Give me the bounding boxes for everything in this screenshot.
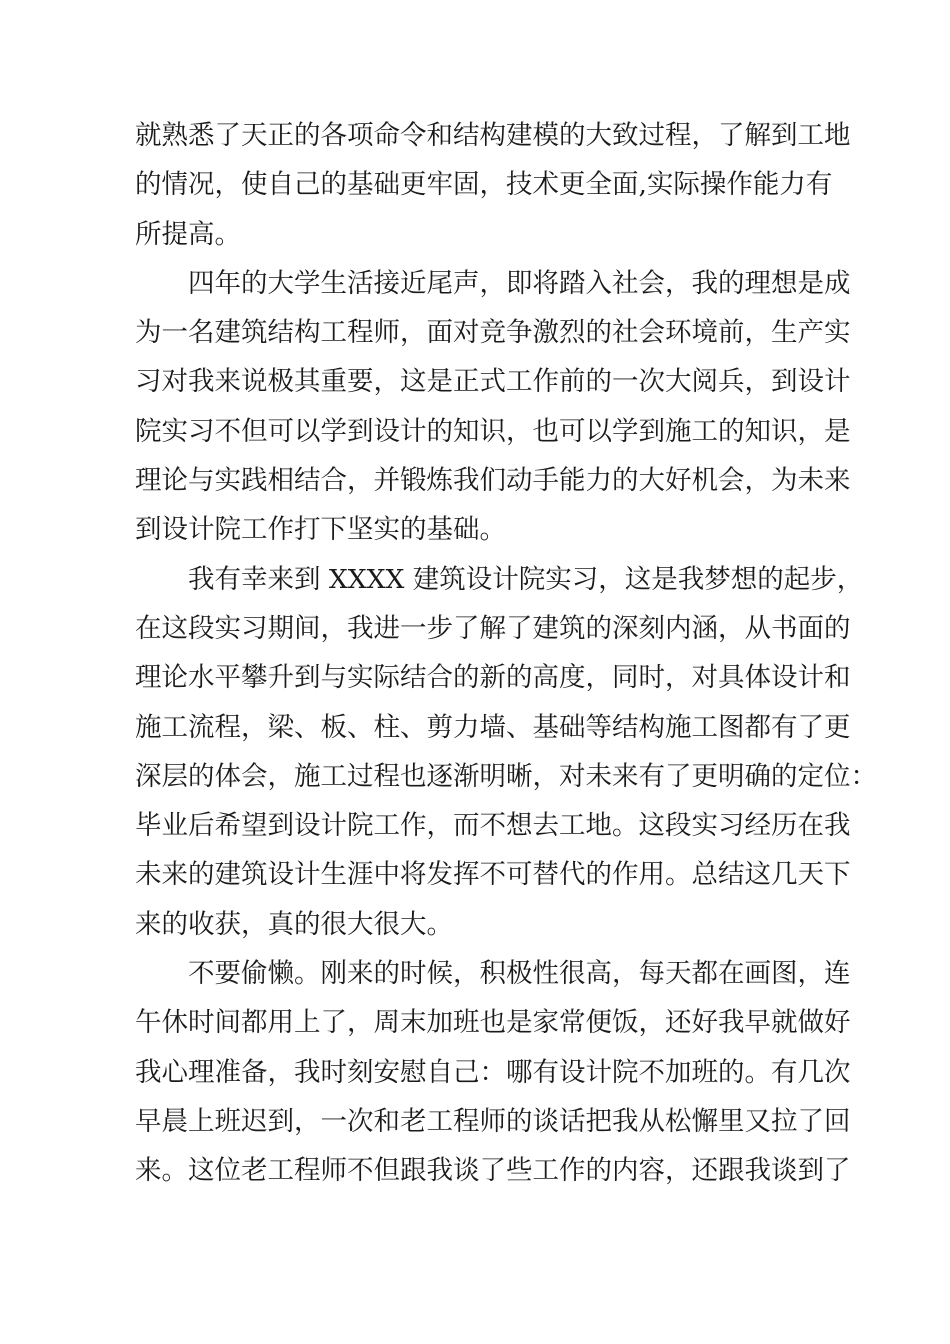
text-line: 为一名建筑结构工程师，面对竞争激烈的社会环境前，生产实 <box>135 317 851 349</box>
text-line: 所提高。 <box>135 218 241 250</box>
text-line: 四年的大学生活接近尾声，即将踏入社会，我的理想是成 <box>188 267 851 299</box>
text-line: 我有幸来到 XXXX 建筑设计院实习，这是我梦想的起步， <box>188 563 864 595</box>
text-line: 习对我来说极其重要，这是正式工作前的一次大阅兵，到设计 <box>135 366 851 398</box>
text-line: 毕业后希望到设计院工作，而不想去工地。这段实习经历在我 <box>135 810 851 842</box>
text-line: 早晨上班迟到，一次和老工程师的谈话把我从松懈里又拉了回 <box>135 1105 851 1137</box>
text-line: 来的收获，真的很大很大。 <box>135 908 453 940</box>
text-line: 院实习不但可以学到设计的知识，也可以学到施工的知识，是 <box>135 415 851 447</box>
text-line: 理论水平攀升到与实际结合的新的高度，同时，对具体设计和 <box>135 662 851 694</box>
document-body <box>135 111 877 1196</box>
text-line: 施工流程，梁、板、柱、剪力墙、基础等结构施工图都有了更 <box>135 711 851 743</box>
text-line: 未来的建筑设计生涯中将发挥不可替代的作用。总结这几天下 <box>135 859 851 891</box>
text-line: 就熟悉了天正的各项命令和结构建模的大致过程，了解到工地 <box>135 120 851 151</box>
text-line: 我心理准备，我时刻安慰自己：哪有设计院不加班的。有几次 <box>135 1056 851 1088</box>
text-line: 理论与实践相结合，并锻炼我们动手能力的大好机会，为未来 <box>135 465 851 497</box>
text-line: 午休时间都用上了，周末加班也是家常便饭，还好我早就做好 <box>135 1007 851 1039</box>
text-line: 不要偷懒。刚来的时候，积极性很高，每天都在画图，连 <box>188 958 851 990</box>
text-line: 来。这位老工程师不但跟我谈了些工作的内容，还跟我谈到了 <box>135 1155 851 1187</box>
text-line: 深层的体会，施工过程也逐渐明晰，对未来有了更明确的定位： <box>135 760 877 792</box>
text-line: 在这段实习期间，我进一步了解了建筑的深刻内涵，从书面的 <box>135 612 851 644</box>
text-line: 的情况，使自己的基础更牢固，技术更全面,实际操作能力有 <box>135 169 833 201</box>
text-line: 到设计院工作打下坚实的基础。 <box>135 514 506 546</box>
